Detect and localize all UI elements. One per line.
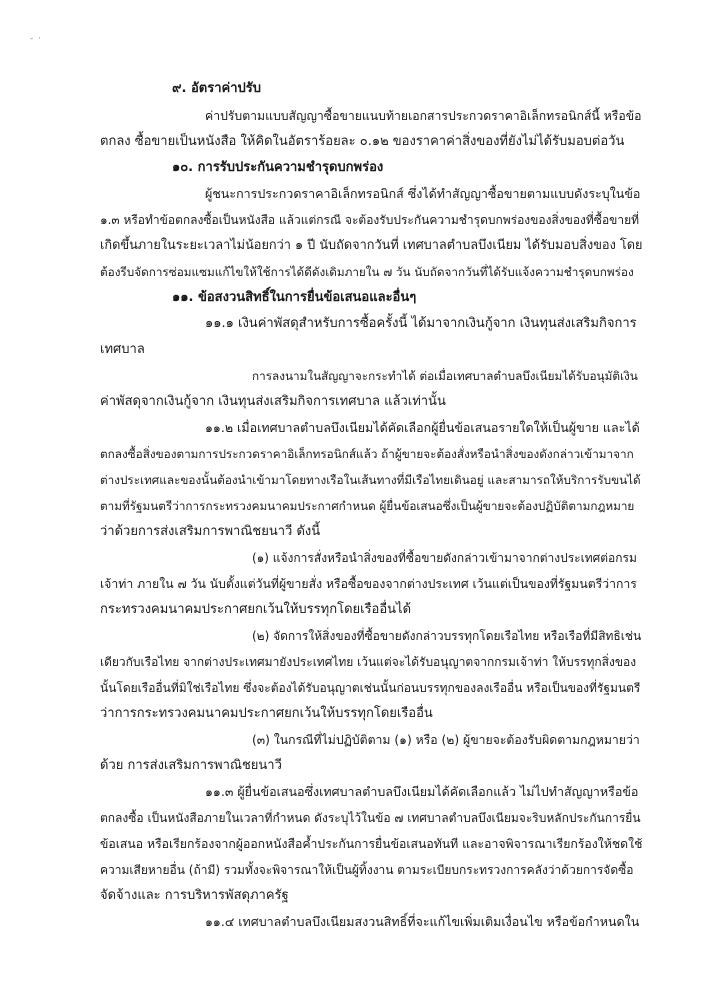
paragraph-line: ข้อเสนอ หรือเรียกร้องจากผู้ออกหนังสือค้ำประกันการยื่นข้อเสนอทันที และอาจพิจารณาเรียกร้องให้ชดใช้: [100, 837, 643, 851]
paragraph-line: (๑) แจ้งการสั่งหรือนำสิ่งของที่ซื้อขายดังกล่าวเข้ามาจากต่างประเทศต่อกรม: [252, 551, 637, 565]
paragraph-line: ตามที่รัฐมนตรีว่าการกระทรวงคมนาคมประกาศกำหนด ผู้ยื่นข้อเสนอซึ่งเป็นผู้ขายจะต้องปฏิบัติตามกฎหมาย: [100, 499, 635, 513]
paragraph-line: ด้วย การส่งเสริมการพาณิชยนาวี: [100, 758, 282, 773]
paragraph-line: เดียวกับเรือไทย จากต่างประเทศมายังประเทศไทย เว้นแต่จะได้รับอนุญาตจากกรมเจ้าท่า ให้บรรทุกสิ่งของ: [100, 655, 637, 669]
paragraph-line: ๑๑.๑ เงินค่าพัสดุสำหรับการซื้อครั้งนี้ ได้มาจากเงินกู้จาก เงินทุนส่งเสริมกิจการ: [205, 316, 637, 331]
page-mark: - ·: [30, 34, 42, 44]
heading-reservation-of-rights: ๑๑. ข้อสงวนสิทธิ์ในการยื่นข้อเสนอและอื่นๆ: [172, 290, 417, 305]
heading-penalty-rate: ๙. อัตราค่าปรับ: [172, 81, 262, 96]
paragraph-line: ผู้ชนะการประกวดราคาอิเล็กทรอนิกส์ ซึ่งได้ทำสัญญาซื้อขายตามแบบดังระบุในข้อ: [205, 186, 641, 201]
paragraph-line: เกิดขึ้นภายในระยะเวลาไม่น้อยกว่า ๑ ปี นับถัดจากวันที่ เทศบาลตำบลบึงเนียม ได้รับมอบสิ่งของ โดย: [100, 238, 643, 253]
paragraph-line: ค่าปรับตามแบบสัญญาซื้อขายแนบท้ายเอกสารประกวดราคาอิเล็กทรอนิกส์นี้ หรือข้อ: [205, 109, 642, 123]
paragraph-line: ต่างประเทศและของนั้นต้องนำเข้ามาโดยทางเรือในเส้นทางที่มีเรือไทยเดินอยู่ และสามารถให้บริการรับขนได้: [100, 473, 641, 487]
paragraph-line: เทศบาล: [100, 342, 145, 357]
paragraph-line: ว่าการกระทรวงคมนาคมประกาศยกเว้นให้บรรทุกโดยเรืออื่น: [100, 706, 433, 721]
paragraph-line: จัดจ้างและ การบริหารพัสดุภาครัฐ: [100, 888, 289, 903]
paragraph-line: ว่าด้วยการส่งเสริมการพาณิชยนาวี ดังนี้: [100, 524, 321, 539]
paragraph-line: ๑.๓ หรือทำข้อตกลงซื้อเป็นหนังสือ แล้วแต่กรณี จะต้องรับประกันความชำรุดบกพร่องของสิ่งของที่ซื้อขายที่: [100, 213, 640, 227]
paragraph-line: ตกลงซื้อสิ่งของตามการประกวดราคาอิเล็กทรอนิกส์แล้ว ถ้าผู้ขายจะต้องสั่งหรือนำสิ่งของดังกล่าวเข้ามาจาก: [100, 447, 634, 461]
paragraph-line: ๑๑.๓ ผู้ยื่นข้อเสนอซึ่งเทศบาลตำบลบึงเนียมได้คัดเลือกแล้ว ไม่ไปทำสัญญาหรือข้อ: [205, 784, 639, 799]
paragraph-line: (๓) ในกรณีที่ไม่ปฏิบัติตาม (๑) หรือ (๒) ผู้ขายจะต้องรับผิดตามกฎหมายว่า: [252, 733, 640, 747]
paragraph-line: ความเสียหายอื่น (ถ้ามี) รวมทั้งจะพิจารณาให้เป็นผู้ทิ้งงาน ตามระเบียบกระทรวงการคลังว่าด้วยการจัดซื้อ: [100, 863, 634, 877]
paragraph-line: ตกลง ซื้อขายเป็นหนังสือ ให้คิดในอัตราร้อยละ ๐.๑๒ ของราคาค่าสิ่งของที่ยังไม่ได้รับมอบต่อวัน: [100, 134, 625, 149]
paragraph-line: นั้นโดยเรืออื่นที่มิใช่เรือไทย ซึ่งจะต้องได้รับอนุญาตเช่นนั้นก่อนบรรทุกของลงเรืออื่น หรือเป็นของที่รัฐมนตรี: [100, 681, 641, 695]
paragraph-line: ตกลงซื้อ เป็นหนังสือภายในเวลาที่กำหนด ดังระบุไว้ในข้อ ๗ เทศบาลตำบลบึงเนียมจะริบหลักประกันการยื่น: [100, 811, 641, 825]
paragraph-line: การลงนามในสัญญาจะกระทำได้ ต่อเมื่อเทศบาลตำบลบึงเนียมได้รับอนุมัติเงิน: [252, 369, 638, 383]
paragraph-line: (๒) จัดการให้สิ่งของที่ซื้อขายดังกล่าวบรรทุกโดยเรือไทย หรือเรือที่มีสิทธิเช่น: [252, 629, 642, 643]
heading-defect-warranty: ๑๐. การรับประกันความชำรุดบกพร่อง: [172, 160, 384, 175]
paragraph-line: ค่าพัสดุจากเงินกู้จาก เงินทุนส่งเสริมกิจการเทศบาล แล้วเท่านั้น: [100, 394, 446, 409]
paragraph-line: กระทรวงคมนาคมประกาศยกเว้นให้บรรทุกโดยเรืออื่นได้: [100, 602, 412, 617]
paragraph-line: ต้องรีบจัดการซ่อมแซมแก้ไขให้ใช้การได้ดีดังเดิมภายใน ๗ วัน นับถัดจากวันที่ได้รับแจ้งความชำรุดบกพร่อง: [100, 265, 634, 279]
paragraph-line: ๑๑.๔ เทศบาลตำบลบึงเนียมสงวนสิทธิ์ที่จะแก้ไขเพิ่มเติมเงื่อนไข หรือข้อกำหนดใน: [205, 914, 640, 929]
paragraph-line: เจ้าท่า ภายใน ๗ วัน นับตั้งแต่วันที่ผู้ขายสั่ง หรือซื้อของจากต่างประเทศ เว้นแต่เป็นของที่รัฐมนตรีว่าการ: [100, 577, 637, 591]
paragraph-line: ๑๑.๒ เมื่อเทศบาลตำบลบึงเนียมได้คัดเลือกผู้ยื่นข้อเสนอรายใดให้เป็นผู้ขาย และได้: [205, 420, 640, 435]
